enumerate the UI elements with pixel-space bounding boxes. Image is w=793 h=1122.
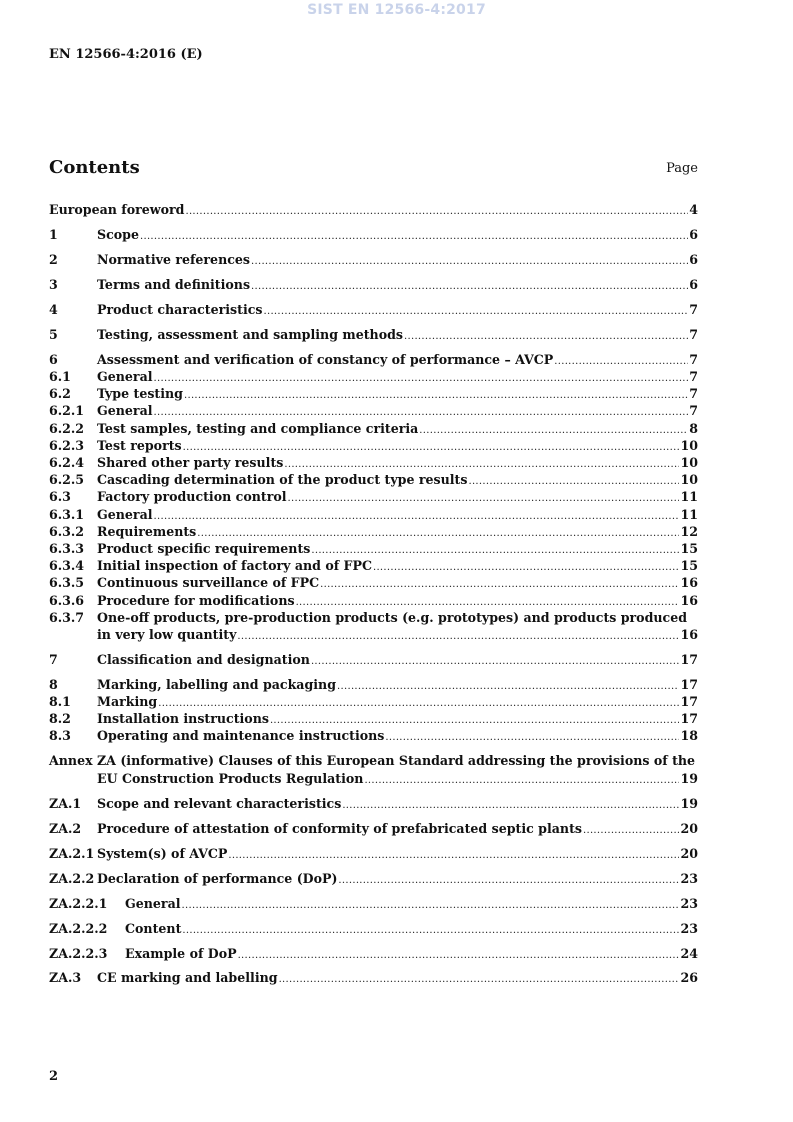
toc-number: 6.3.5 [49, 575, 85, 591]
toc-entry-6-1[interactable] [49, 368, 698, 385]
toc-number: 6.3.4 [49, 558, 85, 574]
toc-number: 8.3 [49, 728, 71, 744]
toc-page: 7 [689, 369, 698, 385]
toc-number: 1 [49, 226, 58, 242]
contents-heading: Contents [49, 157, 140, 178]
toc-entry-1[interactable] [49, 226, 698, 243]
table-of-contents [49, 201, 698, 987]
toc-entry-annex-za[interactable]: Annex ZA (informative) Clauses of this European Standard addressing the provisions of the [49, 753, 696, 769]
toc-title: General [97, 506, 153, 522]
toc-page: 24 [680, 945, 698, 961]
toc-title: Operating and maintenance instructions [97, 728, 385, 744]
toc-title: Product specific requirements [97, 540, 311, 556]
toc-number: 6.2.2 [49, 420, 85, 436]
toc-number: 6.3.2 [49, 523, 85, 539]
toc-entry-6-2-3[interactable] [49, 437, 698, 454]
toc-number: ZA.2.2.2 [49, 920, 108, 936]
toc-title: Scope and relevant characteristics [97, 795, 342, 811]
toc-entry-6-3-5[interactable] [49, 574, 698, 591]
toc-title: Procedure for modifications [97, 592, 295, 608]
toc-entry-6-2-2[interactable] [49, 420, 698, 437]
leader-dots [419, 422, 688, 439]
toc-title: Marking, labelling and packaging [97, 676, 337, 692]
toc-page: 11 [680, 489, 698, 505]
toc-title: Testing, assessment and sampling methods [97, 326, 404, 342]
toc-entry-6-3-1[interactable] [49, 506, 698, 523]
toc-page: 6 [689, 251, 698, 267]
toc-page: 12 [680, 523, 698, 539]
toc-entry-za-1[interactable] [49, 795, 698, 812]
toc-title: Content [125, 920, 182, 936]
toc-entry-za-3[interactable] [49, 969, 698, 986]
toc-title: Continuous surveillance of FPC [97, 575, 320, 591]
toc-page: 10 [680, 437, 698, 453]
toc-page: 16 [680, 592, 698, 608]
toc-number: 6.3.3 [49, 540, 85, 556]
leader-dots [185, 203, 688, 220]
toc-entry-za-2-2[interactable] [49, 870, 698, 887]
leader-dots [237, 628, 679, 645]
toc-title: Example of DoP [125, 945, 237, 961]
toc-page: 23 [680, 895, 698, 911]
toc-title: System(s) of AVCP [97, 845, 228, 861]
toc-title: Scope [97, 226, 139, 242]
toc-entry-8[interactable] [49, 676, 698, 693]
toc-page: 23 [680, 870, 698, 886]
toc-number: ZA.2.2.3 [49, 945, 108, 961]
toc-number: 6.3.6 [49, 592, 85, 608]
toc-page: 17 [680, 711, 698, 727]
toc-title: General [125, 895, 181, 911]
leader-dots [337, 678, 679, 695]
toc-entry-6-3-7-continued[interactable] [49, 626, 698, 643]
leader-dots [263, 303, 688, 320]
leader-dots [182, 897, 680, 914]
toc-title-continued: EU Construction Products Regulation [97, 770, 364, 786]
toc-number: 8.1 [49, 694, 71, 710]
toc-page: 20 [680, 845, 698, 861]
toc-page: 17 [680, 676, 698, 692]
toc-title: One-off products, pre-production products (e.g. prototypes) and products produced [97, 609, 688, 625]
toc-page: 16 [680, 626, 698, 642]
toc-page: 23 [680, 920, 698, 936]
toc-number: 4 [49, 301, 58, 317]
toc-entry-6-3[interactable] [49, 488, 698, 505]
toc-entry-7[interactable] [49, 651, 698, 668]
toc-entry-6-2-4[interactable] [49, 454, 698, 471]
leader-dots [238, 947, 680, 964]
toc-number: 6.3.1 [49, 506, 85, 522]
leader-dots [228, 847, 679, 864]
toc-number: 6.2.3 [49, 437, 85, 453]
toc-page: 15 [680, 540, 698, 556]
toc-number: ZA.2.2.1 [49, 895, 108, 911]
leader-dots [154, 508, 680, 525]
toc-number: 5 [49, 326, 58, 342]
toc-entry-6-3-6[interactable] [49, 592, 698, 609]
leader-dots [385, 729, 679, 746]
toc-number: 6.2.1 [49, 403, 85, 419]
toc-page: 7 [689, 351, 698, 367]
toc-number: 3 [49, 276, 58, 292]
leader-dots [184, 387, 688, 404]
toc-title: Cascading determination of the product type results [97, 472, 468, 488]
toc-page: 16 [680, 575, 698, 591]
toc-title: Declaration of performance (DoP) [97, 870, 338, 886]
leader-dots [320, 576, 679, 593]
toc-title: Product characteristics [97, 301, 263, 317]
leader-dots [468, 473, 679, 490]
toc-title: Procedure of attestation of conformity of prefabricated septic plants [97, 820, 582, 836]
leader-dots [373, 559, 680, 576]
toc-title: Requirements [97, 523, 197, 539]
toc-entry-6-3-4[interactable] [49, 557, 698, 574]
toc-title: General [97, 369, 153, 385]
toc-entry-4[interactable] [49, 301, 698, 318]
leader-dots [583, 822, 679, 839]
toc-entry-8-1[interactable] [49, 693, 698, 710]
toc-page: 20 [680, 820, 698, 836]
toc-title: Classification and designation [97, 651, 310, 667]
toc-entry-3[interactable] [49, 276, 698, 293]
leader-dots [154, 370, 689, 387]
toc-page: 7 [689, 301, 698, 317]
toc-entry-6-3-7[interactable] [49, 609, 698, 626]
toc-entry-6-3-3[interactable] [49, 540, 698, 557]
toc-title: Initial inspection of factory and of FPC [97, 558, 372, 574]
leader-dots [182, 922, 679, 939]
toc-page: 8 [689, 420, 698, 436]
leader-dots [554, 353, 688, 370]
watermark: SIST EN 12566-4:2017 [307, 2, 486, 18]
leader-dots [279, 971, 680, 988]
toc-title: Assessment and verification of constancy of performance – AVCP [97, 351, 554, 367]
toc-entry-foreword[interactable] [49, 201, 698, 218]
leader-dots [364, 772, 679, 789]
toc-number: ZA.2 [49, 820, 82, 836]
toc-title: Test reports [97, 437, 182, 453]
toc-page: 7 [689, 403, 698, 419]
toc-number: ZA.1 [49, 795, 82, 811]
toc-entry-8-3[interactable] [49, 727, 698, 744]
leader-dots [311, 653, 680, 670]
toc-entry-za-2-2-1[interactable] [49, 895, 698, 912]
toc-number: 6 [49, 351, 58, 367]
toc-page: 7 [689, 386, 698, 402]
toc-number: 6.3 [49, 489, 71, 505]
toc-number: 2 [49, 251, 58, 267]
leader-dots [338, 872, 679, 889]
toc-entry-6-2-5[interactable] [49, 471, 698, 488]
toc-page: 6 [689, 226, 698, 242]
toc-title: Terms and definitions [97, 276, 251, 292]
toc-number: 8.2 [49, 711, 71, 727]
toc-number: 7 [49, 651, 58, 667]
toc-entry-6[interactable] [49, 351, 698, 368]
toc-title: Factory production control [97, 489, 287, 505]
toc-number: ZA.2.2 [49, 870, 95, 886]
toc-title: European foreword [49, 202, 185, 217]
toc-title: Installation instructions [97, 711, 269, 727]
toc-page: 17 [680, 694, 698, 710]
toc-entry-za-2-2-2[interactable] [49, 920, 698, 937]
toc-page: 11 [680, 506, 698, 522]
toc-entry-za-2-2-3[interactable] [49, 945, 698, 962]
toc-entry-2[interactable] [49, 251, 698, 268]
toc-number: 8 [49, 676, 58, 692]
toc-page: 18 [680, 728, 698, 744]
toc-entry-annex-za-continued[interactable] [49, 770, 698, 787]
toc-page: 26 [680, 970, 698, 986]
toc-page: 4 [689, 202, 698, 217]
toc-title: Marking [97, 694, 158, 710]
leader-dots [251, 278, 688, 295]
toc-number: 6.2.4 [49, 455, 85, 471]
toc-page: 10 [680, 472, 698, 488]
leader-dots [288, 490, 680, 507]
toc-page: 6 [689, 276, 698, 292]
toc-title: Shared other party results [97, 455, 284, 471]
toc-entry-8-2[interactable] [49, 710, 698, 727]
document-identifier: EN 12566-4:2016 (E) [49, 47, 203, 62]
toc-entry-za-2-1[interactable] [49, 845, 698, 862]
toc-number: 6.2.5 [49, 472, 85, 488]
page-number: 2 [49, 1069, 59, 1084]
toc-title: CE marking and labelling [97, 970, 278, 986]
toc-entry-za-2[interactable] [49, 820, 698, 837]
toc-number: 6.3.7 [49, 609, 85, 625]
toc-page: 10 [680, 455, 698, 471]
toc-number: 6.1 [49, 369, 71, 385]
toc-page: 17 [680, 651, 698, 667]
toc-entry-6-2-1[interactable] [49, 402, 698, 419]
leader-dots [342, 797, 679, 814]
toc-page: 19 [680, 770, 698, 786]
toc-page: 19 [680, 795, 698, 811]
leader-dots [251, 253, 688, 270]
toc-title: Normative references [97, 251, 251, 267]
page-column-label: Page [666, 161, 698, 176]
toc-entry-6-2[interactable] [49, 385, 698, 402]
toc-title-continued: in very low quantity [97, 626, 237, 642]
toc-title: Type testing [97, 386, 183, 402]
toc-entry-6-3-2[interactable] [49, 523, 698, 540]
toc-number: 6.2 [49, 386, 71, 402]
leader-dots [140, 228, 688, 245]
toc-number: ZA.2.1 [49, 845, 95, 861]
toc-page: 7 [689, 326, 698, 342]
toc-title: Test samples, testing and compliance criteria [97, 420, 419, 436]
toc-page: 15 [680, 558, 698, 574]
toc-title: General [97, 403, 153, 419]
toc-number: ZA.3 [49, 970, 82, 986]
toc-entry-5[interactable] [49, 326, 698, 343]
leader-dots [404, 328, 688, 345]
